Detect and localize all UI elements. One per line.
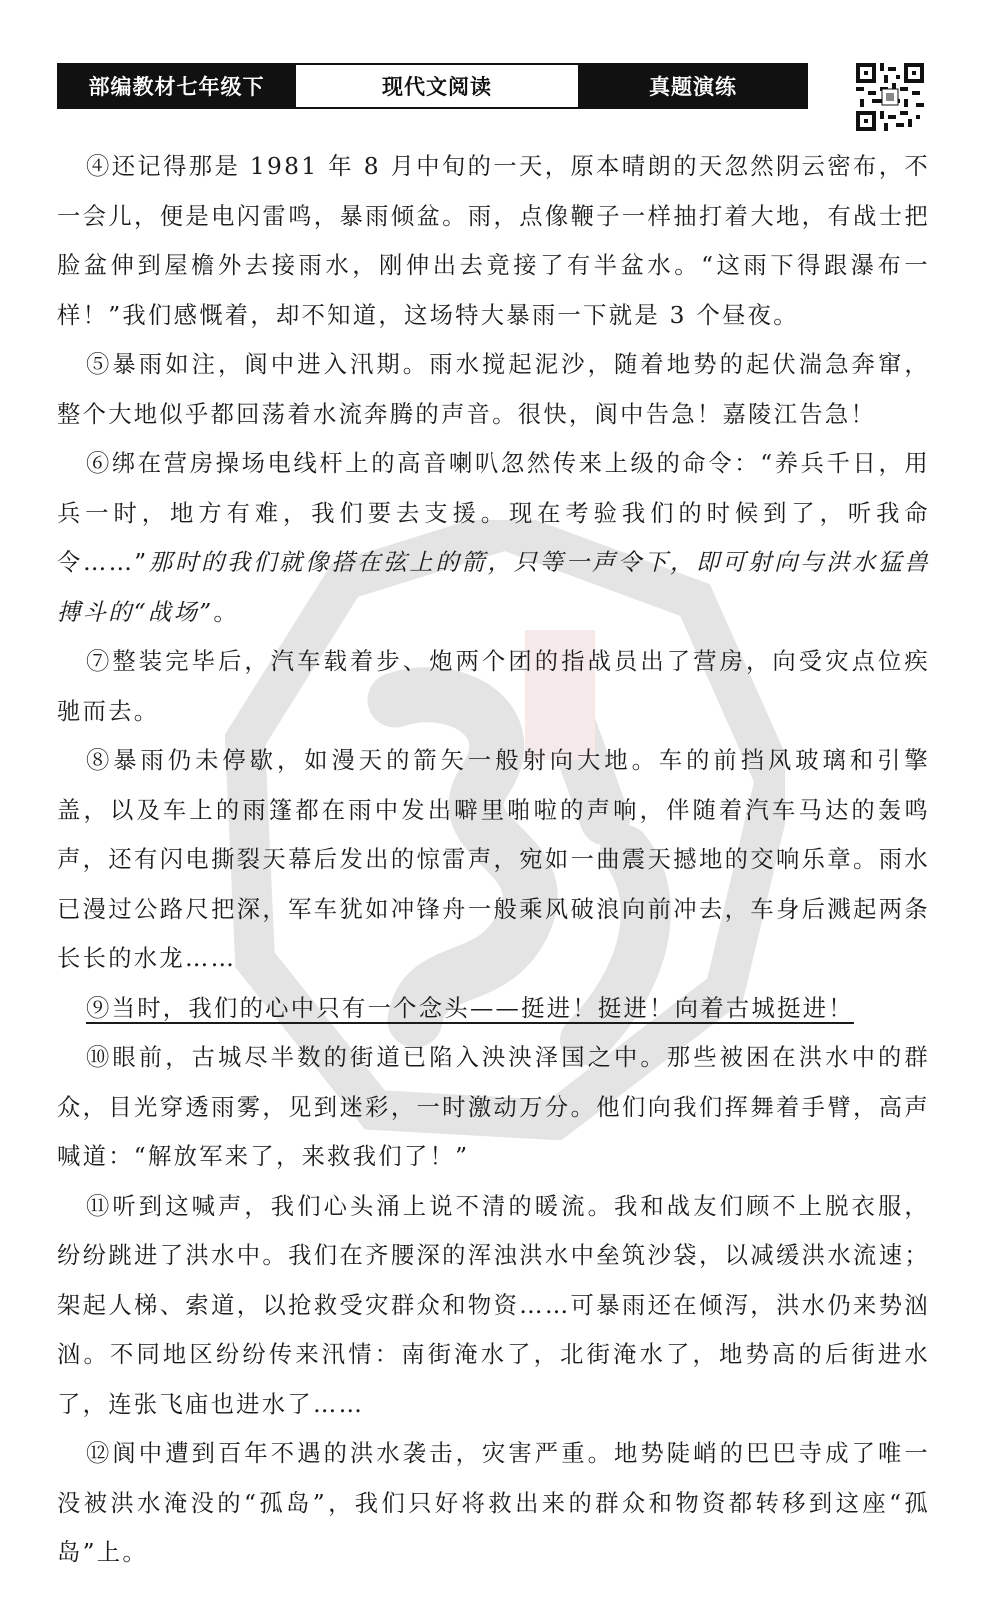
header-textbook-label: 部编教材七年级下 [59, 65, 294, 107]
paragraph-5: ⑤暴雨如注，阆中进入汛期。雨水搅起泥沙，随着地势的起伏湍急奔窜，整个大地似乎都回荡着水流奔腾的声音。很快，阆中告急！嘉陵江告急！ [57, 351, 930, 428]
paragraph-6-text: ⑥绑在营房操场电线杆上的高音喇叭忽然传来上级的命令：“养兵千日，用兵一时，地方有难，我们要去支援。现在考验我们的时候到了，听我命令……” [57, 450, 930, 576]
paragraph-9 [57, 984, 930, 1034]
paragraph-6-italic-sentence: 那时的我们就像搭在弦上的箭，只等一声令下，即可射向与洪水猛兽搏斗的“战场” [57, 549, 930, 626]
paragraph-11: ⑪听到这喊声，我们心头涌上说不清的暖流。我和战友们顾不上脱衣服，纷纷跳进了洪水中。我们在齐腰深的浑浊洪水中垒筑沙袋，以减缓洪水流速；架起人梯、索道，以抢救受灾群众和物资……可暴雨还在倾泻，洪水仍来势汹汹。不同地区纷纷传来汛情：南街淹水了，北街淹水了，地势高的后街进水了，连张飞庙也进水了…… [57, 1192, 930, 1418]
paragraph-12: ⑫阆中遭到百年不遇的洪水袭击，灾害严重。地势陡峭的巴巴寺成了唯一没被洪水淹没的“孤岛”，我们只好将救出来的群众和物资都转移到这座“孤岛”上。 [57, 1440, 930, 1566]
header-practice-label: 真题演练 [580, 65, 806, 107]
paragraph-8: ⑧暴雨仍未停歇，如漫天的箭矢一般射向大地。车的前挡风玻璃和引擎盖，以及车上的雨篷都在雨中发出噼里啪啦的声响，伴随着汽车马达的轰鸣声，还有闪电撕裂天幕后发出的惊雷声，宛如一曲震天撼地的交响乐章。雨水已漫过公路尺把深，军车犹如冲锋舟一般乘风破浪向前冲去，车身后溅起两条长长的水龙…… [57, 747, 930, 972]
paragraph-6 [57, 439, 930, 637]
paragraph-9-underlined-text: ⑨当时，我们的心中只有一个念头——挺进！挺进！向着古城挺进！ [86, 994, 854, 1022]
header-section-label: 现代文阅读 [294, 65, 580, 107]
paragraph-10: ⑩眼前，古城尽半数的街道已陷入泱泱泽国之中。那些被困在洪水中的群众，目光穿透雨雾，见到迷彩，一时激动万分。他们向我们挥舞着手臂，高声喊道：“解放军来了，来救我们了！” [57, 1044, 930, 1170]
paragraph-6-end-mark: 。 [213, 598, 240, 626]
page-header-bar [57, 63, 808, 109]
article-body [57, 142, 930, 1578]
qr-code-icon[interactable] [856, 63, 924, 131]
paragraph-4: ④还记得那是 1981 年 8 月中旬的一天，原本晴朗的天忽然阴云密布，不一会儿，便是电闪雷鸣，暴雨倾盆。雨，点像鞭子一样抽打着大地，有战士把脸盆伸到屋檐外去接雨水，刚伸出去竟接了有半盆水。“这雨下得跟瀑布一样！”我们感慨着，却不知道，这场特大暴雨一下就是 3 个昼夜。 [57, 153, 930, 329]
paragraph-7: ⑦整装完毕后，汽车载着步、炮两个团的指战员出了营房，向受灾点位疾驰而去。 [57, 648, 930, 725]
